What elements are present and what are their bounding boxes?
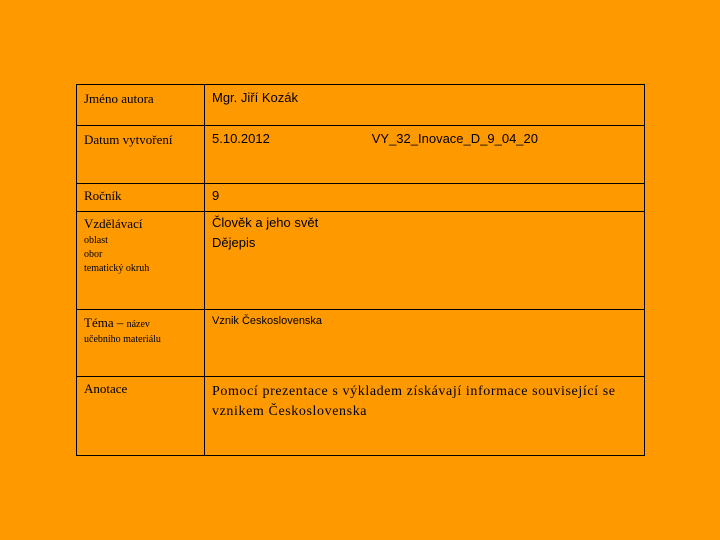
topic-label-small: název — [126, 319, 150, 330]
date-label-cell — [77, 126, 205, 184]
grade-label: Ročník — [84, 188, 122, 203]
education-sublabel-area: oblast — [84, 235, 108, 246]
grade-value: 9 — [212, 188, 220, 203]
annotation-value: Pomocí prezentace s výkladem získávají informace související se vznikem Československa — [212, 384, 616, 419]
education-sublabel-topic: tematický okruh — [84, 263, 150, 274]
annotation-value-cell — [205, 377, 645, 456]
row-annotation — [77, 377, 645, 456]
date-label: Datum vytvoření — [84, 132, 173, 147]
annotation-label-cell — [77, 377, 205, 456]
material-code: VY_32_Inovace_D_9_04_20 — [371, 131, 538, 146]
author-label-cell — [77, 85, 205, 126]
education-label: Vzdělávací — [84, 216, 143, 231]
metadata-table — [76, 84, 645, 456]
author-label: Jméno autora — [84, 91, 154, 106]
topic-value: Vznik Československa — [212, 315, 323, 327]
education-subject-value: Dějepis — [212, 235, 256, 250]
row-author — [77, 85, 645, 126]
row-education — [77, 212, 645, 310]
education-sublabel-subject: obor — [84, 249, 103, 260]
date-value: 5.10.2012 — [212, 131, 270, 146]
annotation-label: Anotace — [84, 381, 128, 396]
author-value-cell — [205, 85, 645, 126]
education-label-cell — [77, 212, 205, 310]
topic-label-cell — [77, 310, 205, 377]
row-grade — [77, 184, 645, 212]
grade-label-cell — [77, 184, 205, 212]
author-value: Mgr. Jiří Kozák — [212, 90, 298, 105]
row-topic — [77, 310, 645, 377]
grade-value-cell — [205, 184, 645, 212]
education-value-cell — [205, 212, 645, 310]
row-date — [77, 126, 645, 184]
education-area-value: Člověk a jeho svět — [212, 215, 319, 230]
topic-label: Téma – — [84, 315, 127, 330]
topic-sublabel: učebního materiálu — [84, 334, 161, 345]
topic-value-cell — [205, 310, 645, 377]
date-value-cell — [205, 126, 645, 184]
